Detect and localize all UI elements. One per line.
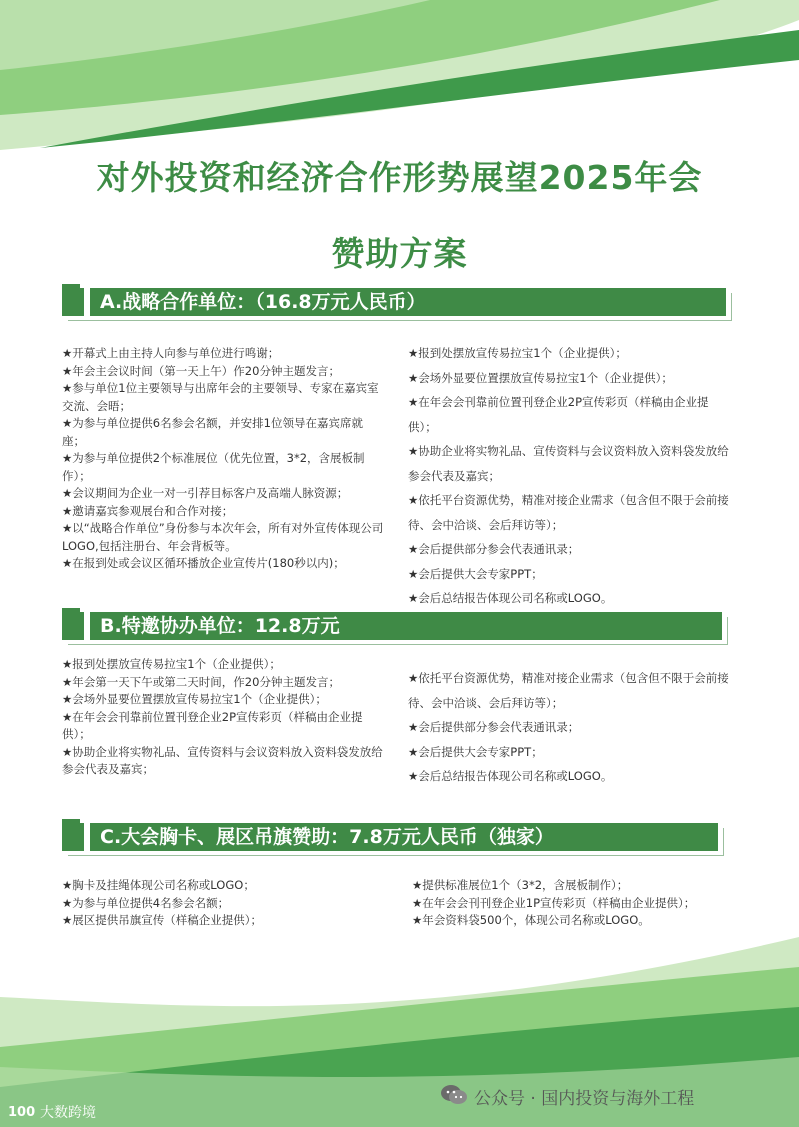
list-item: ★会后提供大会专家PPT； xyxy=(408,744,543,759)
list-item: ★报到处摆放宣传易拉宝1个（企业提供）； xyxy=(62,657,281,671)
list-item: ★为参与单位提供4名参会名额； xyxy=(62,895,230,910)
section-b-heading xyxy=(62,612,722,640)
wechat-account-label: 公众号 · 国内投资与海外工程 xyxy=(474,1089,695,1109)
section-b-heading-text: B.特邀协办单位：12.8万元 xyxy=(100,615,340,637)
list-item: ★协助企业将实物礼品、宣传资料与会议资料放入资料袋发放给参会代表及嘉宾； xyxy=(408,444,729,483)
list-item: ★以“战略合作单位”身份参与本次年会，所有对外宣传体现公司LOGO,包括注册台、年会背板等。 xyxy=(62,521,384,553)
list-item: ★会场外显要位置摆放宣传易拉宝1个（企业提供）； xyxy=(408,370,673,385)
list-item: ★会后提供大会专家PPT； xyxy=(408,566,543,581)
list-item: ★会议期间为企业一对一引荐目标客户及高端人脉资源； xyxy=(62,486,349,500)
list-item: ★在年会会刊靠前位置刊登企业2P宣传彩页（样稿由企业提供）； xyxy=(62,709,363,741)
section-b-right-list xyxy=(408,666,736,789)
list-item: ★报到处摆放宣传易拉宝1个（企业提供）； xyxy=(408,346,627,360)
list-item: ★邀请嘉宾参观展台和合作对接； xyxy=(62,503,234,518)
list-item: ★提供标准展位1个（3*2，含展板制作）； xyxy=(412,878,629,892)
list-item: ★会后提供部分参会代表通讯录； xyxy=(408,720,580,734)
list-item: ★展区提供吊旗宣传（样稿企业提供）； xyxy=(62,913,263,927)
list-item: ★年会第一天下午或第二天时间，作20分钟主题发言； xyxy=(62,674,340,689)
section-a-heading xyxy=(62,288,726,316)
list-item: ★开幕式上由主持人向参与单位进行鸣谢； xyxy=(62,346,280,360)
brand-label: 大数跨境 xyxy=(40,1105,96,1121)
list-item: ★在报到处或会议区循环播放企业宣传片(180秒以内)； xyxy=(62,556,345,570)
list-item: ★年会资料袋500个，体现公司名称或LOGO。 xyxy=(412,913,650,927)
list-item: ★在年会会刊刊登企业1P宣传彩页（样稿由企业提供）； xyxy=(412,895,696,910)
page-subtitle: 赞助方案 xyxy=(331,234,468,273)
svg-text:100: 100 xyxy=(8,1105,36,1120)
list-item: ★依托平台资源优势，精准对接企业需求（包含但不限于会前接待、会中洽谈、会后拜访等）； xyxy=(408,493,729,532)
section-b-left-list xyxy=(62,656,384,779)
page-title: 对外投资和经济合作形势展望2025年会 xyxy=(96,158,703,197)
list-item: ★协助企业将实物礼品、宣传资料与会议资料放入资料袋发放给参会代表及嘉宾； xyxy=(62,744,383,776)
list-item: ★依托平台资源优势，精准对接企业需求（包含但不限于会前接待、会中洽谈、会后拜访等）； xyxy=(408,671,729,710)
list-item: ★会后提供部分参会代表通讯录； xyxy=(408,542,580,556)
section-a-right-list xyxy=(408,341,736,611)
list-item: ★在年会会刊靠前位置刊登企业2P宣传彩页（样稿由企业提供）； xyxy=(408,395,709,434)
list-item: ★为参与单位提供6名参会名额，并安排1位领导在嘉宾席就座； xyxy=(62,416,363,448)
list-item: ★会后总结报告体现公司名称或LOGO。 xyxy=(408,769,613,783)
list-item: ★参与单位1位主要领导与出席年会的主要领导、专家在嘉宾室交流、会晤； xyxy=(62,381,379,413)
wechat-icon xyxy=(440,1083,468,1107)
list-item: ★胸卡及挂绳体现公司名称或LOGO； xyxy=(62,878,255,892)
header-decoration xyxy=(0,0,799,160)
section-c-heading-text: C.大会胸卡、展区吊旗赞助：7.8万元人民币（独家） xyxy=(100,826,554,848)
section-c-left-list xyxy=(62,877,392,930)
section-c-right-list xyxy=(412,877,752,930)
brand-logo-icon xyxy=(8,1101,38,1121)
list-item: ★年会主会议时间（第一天上午）作20分钟主题发言； xyxy=(62,363,340,378)
list-item: ★会场外显要位置摆放宣传易拉宝1个（企业提供）； xyxy=(62,692,327,706)
list-item: ★会后总结报告体现公司名称或LOGO。 xyxy=(408,591,613,605)
list-item: ★为参与单位提供2个标准展位（优先位置，3*2，含展板制作）； xyxy=(62,451,365,483)
section-a-left-list xyxy=(62,345,384,573)
section-c-heading xyxy=(62,823,718,851)
section-a-heading-text: A.战略合作单位：（16.8万元人民币） xyxy=(100,291,426,313)
